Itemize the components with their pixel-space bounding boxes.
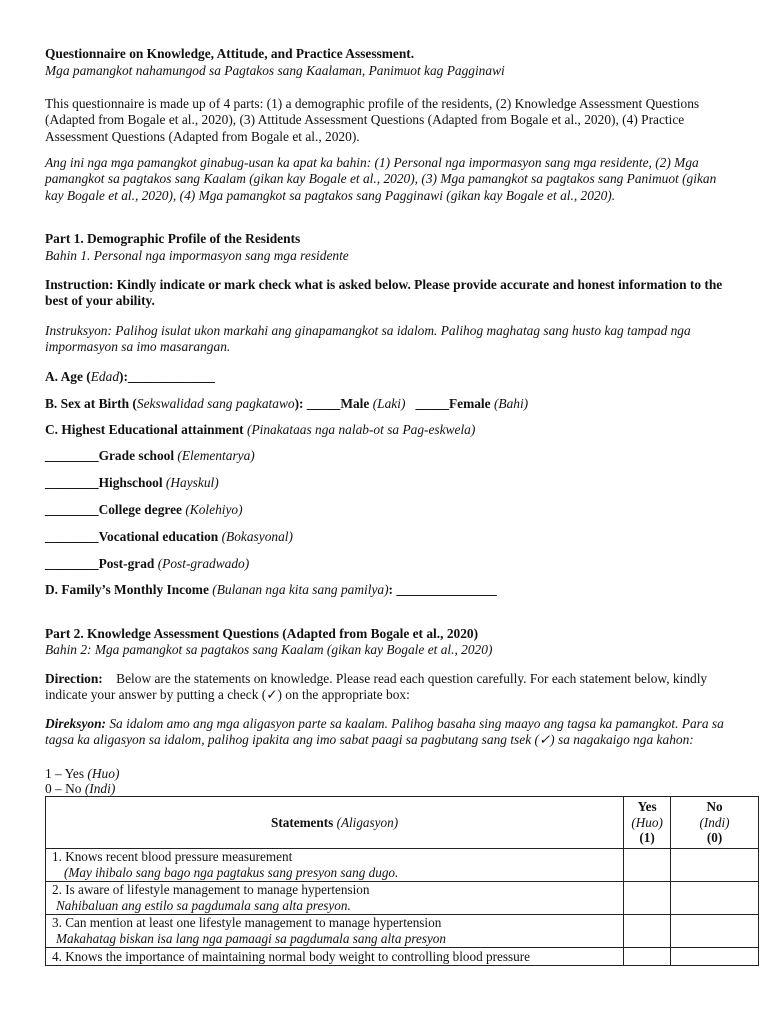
statement-cell: 3. Can mention at least one lifestyle management to manage hypertension Makahatag biskan isa lang nga pamaagi sa pagdumala sang alta presyon bbox=[46, 915, 624, 948]
scale-no: 0 – No (Indi) bbox=[45, 781, 116, 796]
doc-subtitle: Mga pamangkot nahamungod sa Pagtakos sang Kaalaman, Panimuot kag Pagginawi bbox=[45, 63, 505, 78]
scale-yes: 1 – Yes (Huo) bbox=[45, 766, 120, 781]
yes-header: Yes (Huo) (1) bbox=[624, 797, 671, 849]
statements-header: Statements (Aligasyon) bbox=[46, 797, 624, 849]
part1-instruction: Instruction: Kindly indicate or mark check what is asked below. Please provide accurate and honest information to the best of your ability. bbox=[45, 277, 723, 309]
part2-direction: Direction: Below are the statements on knowledge. Please read each question carefully. For each statement below, kindly indicate your answer by putting a check (✓) on the appropriate box: bbox=[45, 671, 708, 703]
doc-title: Questionnaire on Knowledge, Attitude, and Practice Assessment. bbox=[45, 46, 415, 61]
no-checkbox-cell[interactable] bbox=[671, 882, 759, 915]
table-header-row bbox=[46, 797, 759, 849]
intro-english: This questionnaire is made up of 4 parts: (1) a demographic profile of the residents, (2) Knowledge Assessment Questions (Adapted from Bogale et al., 2020), (3) Attitude Assessment Questions (Adapted from Bogale et al., 2020), (4) Practice Assessment Questions (Adapted from Bogale et al., 2020). bbox=[45, 96, 700, 144]
part1-subheading: Bahin 1. Personal nga impormasyon sang mga residente bbox=[45, 248, 349, 263]
yes-checkbox-cell[interactable] bbox=[624, 915, 671, 948]
edu-option-grade-school[interactable]: ________Grade school (Elementarya) bbox=[45, 448, 255, 463]
no-checkbox-cell[interactable] bbox=[671, 948, 759, 966]
no-header: No (Indi) (0) bbox=[671, 797, 759, 849]
edu-option-post-grad[interactable]: ________Post-grad (Post-gradwado) bbox=[45, 556, 250, 571]
yes-checkbox-cell[interactable] bbox=[624, 849, 671, 882]
age-field[interactable]: A. Age (Edad):_____________ bbox=[45, 369, 215, 384]
part2-subheading: Bahin 2: Mga pamangkot sa pagtakos sang Kaalam (gikan kay Bogale et al., 2020) bbox=[45, 642, 493, 657]
yes-checkbox-cell[interactable] bbox=[624, 882, 671, 915]
edu-option-college[interactable]: ________College degree (Kolehiyo) bbox=[45, 502, 243, 517]
intro-hiligaynon: Ang ini nga mga pamangkot ginabug-usan ka apat ka bahin: (1) Personal nga impormasyon sang mga residente, (2) Mga pamangkot sa pagtakos sang Kaalam (gikan kay Bogale et al., 2020), (3) Mga pamangkot sa pagtakos sang Panimuot (gikan kay Bogale et al., 2020), (4) Mga pamangkot sa pagtakos sang Pagginawi (gikan kay Bogale et al., 2020). bbox=[45, 155, 717, 203]
statement-cell: 1. Knows recent blood pressure measurement (May ihibalo sang bago nga pagtakus sang presyon sang dugo. bbox=[46, 849, 624, 882]
sex-field[interactable]: B. Sex at Birth (Sekswalidad sang pagkatawo): _____Male (Laki) _____Female (Bahi) bbox=[45, 396, 529, 411]
part2-heading: Part 2. Knowledge Assessment Questions (Adapted from Bogale et al., 2020) bbox=[45, 626, 479, 641]
edu-option-highschool[interactable]: ________Highschool (Hayskul) bbox=[45, 475, 219, 490]
part1-instruksyon: Instruksyon: Palihog isulat ukon markahi ang ginapamangkot sa idalom. Palihog maghatag sang husto kag tampad nga impormasyon sa imo masarangan. bbox=[45, 323, 691, 355]
education-label: C. Highest Educational attainment (Pinakataas nga nalab-ot sa Pag-eskwela) bbox=[45, 422, 476, 437]
no-checkbox-cell[interactable] bbox=[671, 915, 759, 948]
income-field[interactable]: D. Family’s Monthly Income (Bulanan nga kita sang pamilya): _______________ bbox=[45, 582, 497, 597]
statement-cell: 2. Is aware of lifestyle management to manage hypertension Nahibaluan ang estilo sa pagdumala sang alta presyon. bbox=[46, 882, 624, 915]
yes-checkbox-cell[interactable] bbox=[624, 948, 671, 966]
no-checkbox-cell[interactable] bbox=[671, 849, 759, 882]
table-row bbox=[46, 882, 759, 915]
knowledge-table bbox=[45, 796, 759, 966]
table-row bbox=[46, 948, 759, 966]
part2-direksyon: Direksyon: Sa idalom amo ang mga aligasyon parte sa kaalam. Palihog basaha sing maayo ang tagsa ka pamangkot. Para sa tagsa ka aligasyon sa idalom, palihog ipakita ang imo sabat paagi sa pagbutang sang tsek (✓) sa nagakaigo nga kahon: bbox=[45, 716, 724, 748]
table-row bbox=[46, 915, 759, 948]
part1-heading: Part 1. Demographic Profile of the Residents bbox=[45, 231, 301, 246]
edu-option-vocational[interactable]: ________Vocational education (Bokasyonal) bbox=[45, 529, 293, 544]
statement-cell: 4. Knows the importance of maintaining normal body weight to controlling blood pressure bbox=[46, 948, 624, 966]
table-row bbox=[46, 849, 759, 882]
